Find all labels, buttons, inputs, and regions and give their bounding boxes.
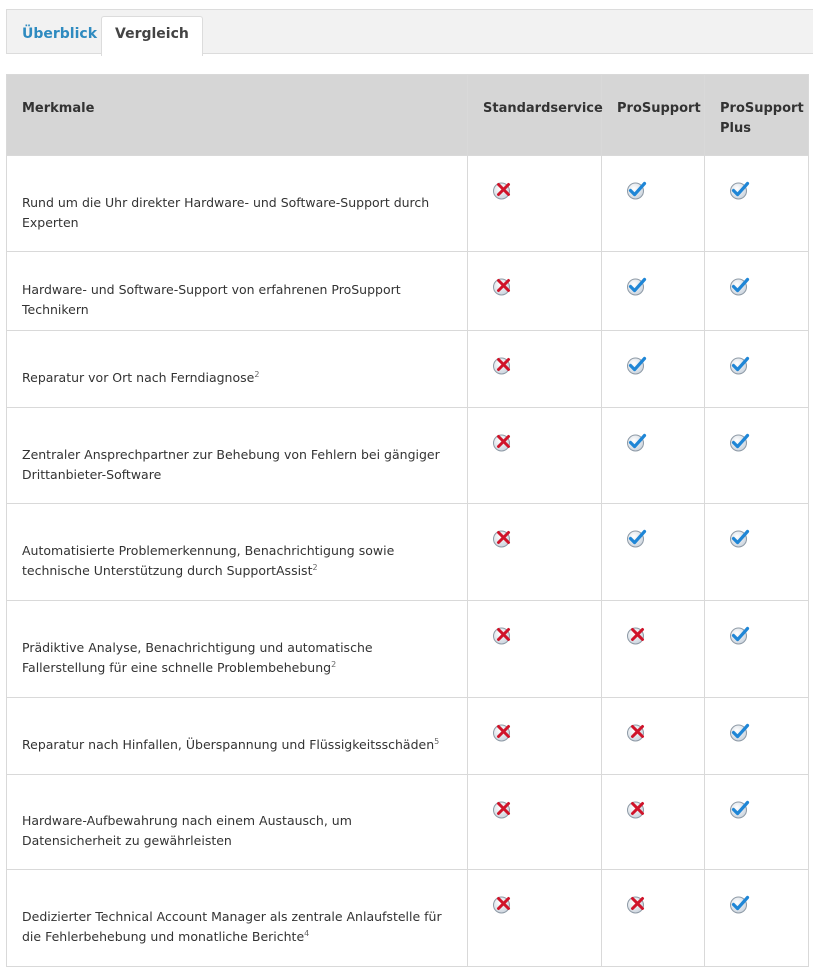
table-row [7, 504, 809, 601]
cross-icon [492, 355, 513, 376]
header-standardservice: Standardservice [468, 75, 602, 156]
cell-prosupport [602, 698, 705, 775]
cell-prosupport [602, 775, 705, 870]
cell-prosupport-plus [705, 252, 809, 331]
check-icon [729, 894, 750, 915]
footnote-marker: 4 [304, 928, 310, 938]
check-icon [729, 799, 750, 820]
feature-text [22, 513, 452, 591]
feature-label: Zentraler Ansprechpartner zur Behebung von Fehlern bei gängiger Drittanbieter-Software [22, 446, 440, 482]
table-row [7, 252, 809, 331]
cell-prosupport [602, 331, 705, 408]
header-prosupport: ProSupport [602, 75, 705, 156]
check-icon [626, 355, 647, 376]
check-icon [626, 180, 647, 201]
cell-prosupport-plus [705, 775, 809, 870]
feature-text [22, 165, 452, 243]
cell-prosupport [602, 408, 705, 504]
feature-cell [7, 156, 468, 252]
feature-label: Reparatur vor Ort nach Ferndiagnose [22, 370, 255, 385]
cell-standard [468, 698, 602, 775]
header-prosupport-plus: ProSupport Plus [705, 75, 809, 156]
feature-text [22, 417, 452, 495]
cross-icon [492, 528, 513, 549]
feature-label: Reparatur nach Hinfallen, Überspannung und Flüssigkeitsschäden [22, 737, 435, 752]
check-icon [729, 355, 750, 376]
cross-icon [492, 722, 513, 743]
cell-prosupport [602, 870, 705, 967]
cell-standard [468, 601, 602, 698]
check-icon [729, 432, 750, 453]
feature-label: Dedizierter Technical Account Manager als zentrale Anlaufstelle für die Fehlerbehebung und monatliche Berichte [22, 909, 442, 944]
cell-prosupport-plus [705, 331, 809, 408]
cell-standard [468, 775, 602, 870]
cell-prosupport-plus [705, 408, 809, 504]
cross-icon [626, 722, 647, 743]
feature-cell [7, 698, 468, 775]
table-row [7, 331, 809, 408]
feature-cell [7, 504, 468, 601]
cell-prosupport [602, 156, 705, 252]
feature-label: Hardware- und Software-Support von erfahrenen ProSupport Technikern [22, 282, 401, 317]
cross-icon [626, 799, 647, 820]
check-icon [729, 625, 750, 646]
table-row [7, 408, 809, 504]
feature-text [22, 610, 452, 688]
feature-text [22, 252, 452, 330]
check-icon [626, 528, 647, 549]
footnote-marker: 2 [312, 562, 318, 572]
feature-label: Rund um die Uhr direkter Hardware- und Software-Support durch Experten [22, 194, 430, 230]
cell-standard [468, 870, 602, 967]
feature-label: Hardware-Aufbewahrung nach einem Austausch, um Datensicherheit zu gewährleisten [22, 813, 352, 848]
feature-text [22, 340, 452, 398]
cell-standard [468, 331, 602, 408]
cross-icon [492, 799, 513, 820]
cell-standard [468, 156, 602, 252]
header-features: Merkmale [7, 75, 468, 156]
cell-standard [468, 252, 602, 331]
cell-prosupport [602, 601, 705, 698]
feature-cell [7, 252, 468, 331]
cross-icon [492, 625, 513, 646]
cross-icon [626, 625, 647, 646]
tab-compare[interactable]: Vergleich [101, 16, 203, 56]
table-row [7, 698, 809, 775]
cross-icon [492, 180, 513, 201]
cell-prosupport-plus [705, 870, 809, 967]
table-row [7, 870, 809, 967]
check-icon [729, 722, 750, 743]
footnote-marker: 5 [434, 736, 440, 746]
tab-overview[interactable]: Überblick [22, 26, 98, 42]
table-row [7, 156, 809, 252]
cell-prosupport-plus [705, 156, 809, 252]
check-icon [729, 276, 750, 297]
footnote-marker: 2 [331, 659, 337, 669]
cross-icon [492, 894, 513, 915]
check-icon [729, 180, 750, 201]
feature-text [22, 879, 452, 957]
cell-prosupport [602, 252, 705, 331]
cell-standard [468, 408, 602, 504]
feature-cell [7, 408, 468, 504]
cell-prosupport-plus [705, 698, 809, 775]
feature-label: Automatisierte Problemerkennung, Benachrichtigung sowie technische Unterstützung durch SupportAssist [22, 543, 395, 578]
check-icon [626, 276, 647, 297]
footnote-marker: 2 [254, 369, 260, 379]
cross-icon [626, 894, 647, 915]
cell-standard [468, 504, 602, 601]
table-row [7, 601, 809, 698]
cell-prosupport [602, 504, 705, 601]
cell-prosupport-plus [705, 601, 809, 698]
feature-cell [7, 870, 468, 967]
tab-bar [6, 9, 813, 54]
cross-icon [492, 432, 513, 453]
table-header-row [7, 75, 809, 156]
feature-cell [7, 775, 468, 870]
feature-text [22, 707, 452, 765]
feature-cell [7, 601, 468, 698]
feature-text [22, 783, 452, 861]
check-icon [626, 432, 647, 453]
cell-prosupport-plus [705, 504, 809, 601]
comparison-table [6, 74, 809, 967]
check-icon [729, 528, 750, 549]
table-row [7, 775, 809, 870]
feature-cell [7, 331, 468, 408]
feature-label: Prädiktive Analyse, Benachrichtigung und automatische Fallerstellung für eine schnelle Problembehebung [22, 640, 373, 675]
cross-icon [492, 276, 513, 297]
